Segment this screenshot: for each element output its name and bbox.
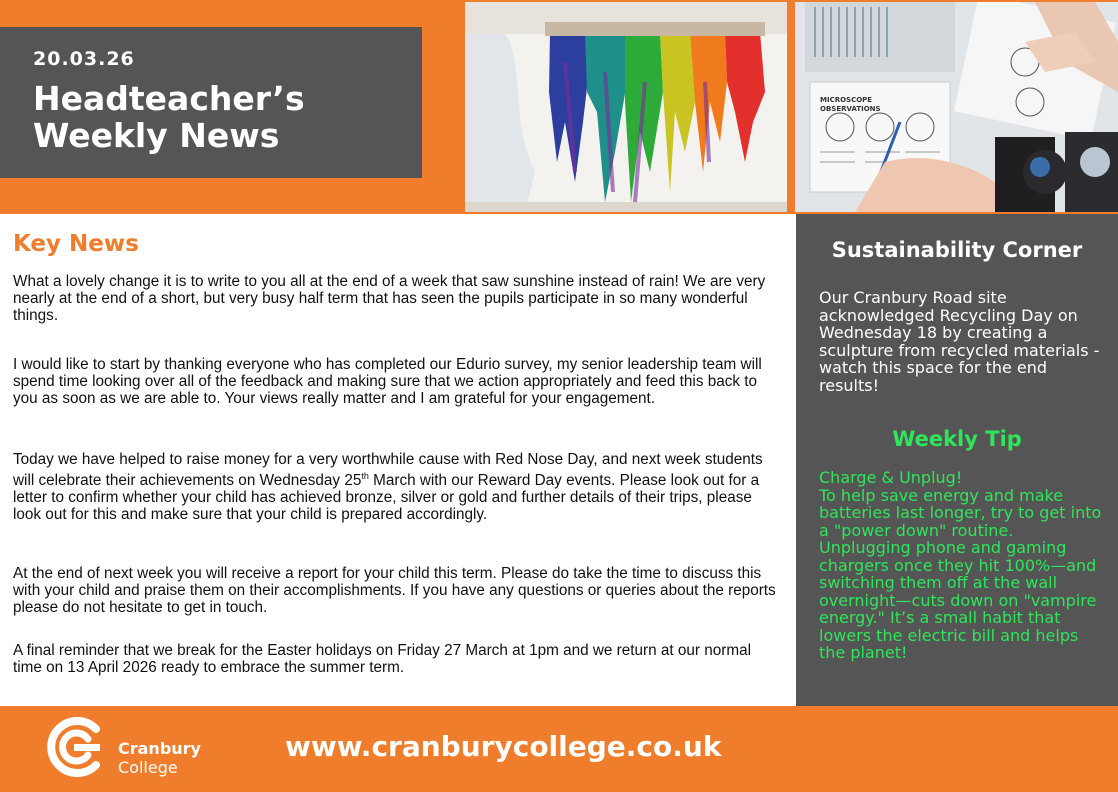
logo-wordmark-line-1: Cranbury <box>118 739 201 758</box>
weekly-tip-heading: Weekly Tip <box>892 427 1022 451</box>
key-news-paragraph-2: I would like to start by thanking everyone who has completed our Edurio survey, my senior leadership team will spend time looking over all of the feedback and making sure that we action appropriately and feed this back to you as soon as we are able to. Your views really matter and I am grateful for your engagement. <box>13 356 762 407</box>
sheet-title-line-1: MICROSCOPE <box>820 96 873 104</box>
key-news-paragraph-5: A final reminder that we break for the Easter holidays on Friday 27 March at 1pm and we return at our normal time on 13 April 2026 ready to embrace the summer term. <box>13 642 752 676</box>
photo-melted-crayon-art <box>465 2 787 212</box>
sheet-title-line-2: OBSERVATIONS <box>820 105 881 113</box>
weekly-tip-subheading: Charge & Unplug! <box>819 468 963 487</box>
website-link[interactable]: www.cranburycollege.co.uk <box>285 730 722 763</box>
weekly-tip-text <box>819 469 1109 662</box>
page-title: Headteacher’s Weekly News <box>33 79 305 155</box>
sustainability-heading: Sustainability Corner <box>831 238 1083 262</box>
key-news-paragraph-1: What a lovely change it is to write to you all at the end of a week that saw sunshine instead of rain! We are very nearly at the end of a short, but very busy half term that has seen the pupils participate in so many wonderful things. <box>13 273 766 324</box>
sustainability-text: Our Cranbury Road site acknowledged Recycling Day on Wednesday 18 by creating a sculpture from recycled materials - watch this space for the end results! <box>819 288 1100 395</box>
weekly-tip-body: To help save energy and make batteries last longer, try to get into a "power down" routine. Unplugging phone and gaming chargers once they hit 100%—and switching them off at the wall overnight—cuts down on "vampire energy." It’s a small habit that lowers the electric bill and helps the planet! <box>819 485 1102 662</box>
ordinal-suffix: th <box>361 471 369 481</box>
issue-date: 20.03.26 <box>33 48 135 70</box>
logo-wordmark-line-2: College <box>118 758 178 777</box>
paragraph-3-start: Today we have helped to raise money for a very worthwhile cause with Red Nose Day, and next week students will celebrate their achievements on Wednesday 25 <box>13 451 763 490</box>
paragraph-3-end: March with our Reward Day events. Please look out for a letter to confirm whether your child has achieved bronze, silver or gold and further details of their trips, please look out for this and make sure that your child is prepared accordingly. <box>13 472 760 524</box>
key-news-paragraph-4: At the end of next week you will receive a report for your child this term. Please do take the time to discuss this with your child and praise them on their accomplishments. If you have any questions or queries about the reports please do not hesitate to get in touch. <box>13 565 776 616</box>
key-news-heading: Key News <box>13 231 139 257</box>
key-news-paragraph-3 <box>13 451 783 523</box>
photo-microscope-observations <box>795 2 1118 212</box>
college-logo-icon <box>44 715 108 784</box>
